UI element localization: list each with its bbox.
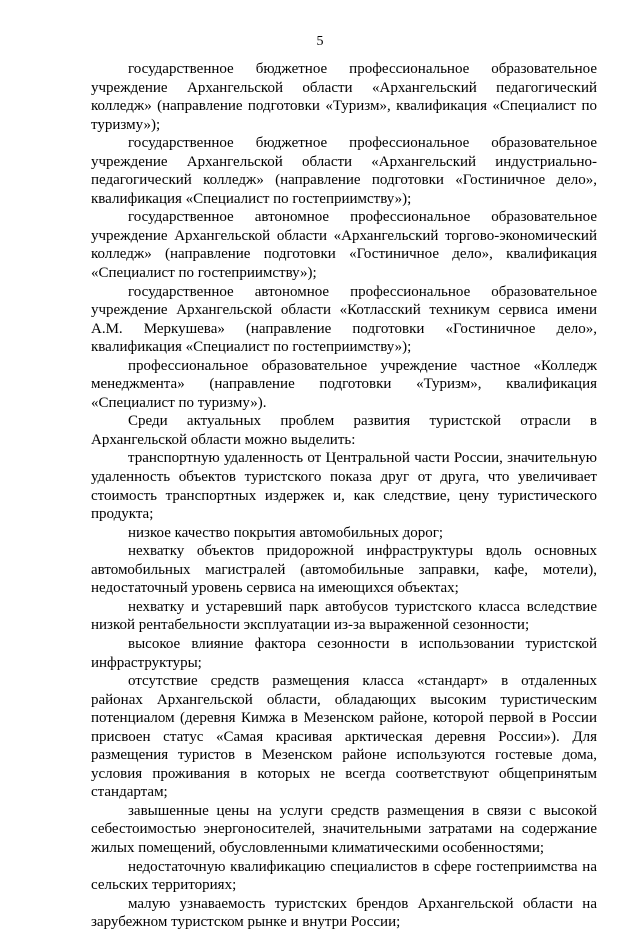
- paragraph-brand-awareness: малую узнаваемость туристских брендов Архангельской области на зарубежном туристском рынке и внутри России;: [91, 895, 597, 931]
- paragraph-kotlas-technical-school: государственное автономное профессиональное образовательное учреждение Архангельской области «Котласский техникум сервиса имени А.М. Меркушева» (направление подготовки «Гостиничное дело», квалификация «Специалист по гостеприимству»);: [91, 283, 597, 356]
- paragraph-road-quality: низкое качество покрытия автомобильных дорог;: [128, 524, 444, 541]
- paragraph-seasonality: высокое влияние фактора сезонности в использовании туристской инфраструктуры;: [91, 635, 597, 671]
- paragraph-roadside-infrastructure: нехватку объектов придорожной инфраструктуры вдоль основных автомобильных магистралей (автомобильные заправки, кафе, мотели), недостаточный уровень сервиса на имеющихся объектах;: [91, 543, 597, 597]
- paragraph-college-pedagogical: государственное бюджетное профессиональное образовательное учреждение Архангельской области «Архангельский педагогический колледж» (направление подготовки «Туризм», квалификация «Специалист по туризму»);: [91, 61, 597, 133]
- paragraph-problems-intro: Среди актуальных проблем развития туристской отрасли в Архангельской области можно выделить:: [91, 413, 597, 448]
- paragraph-high-prices: завышенные цены на услуги средств размещения в связи с высокой себестоимостью энергоносителей, значительными затратами на содержание жилых помещений, обусловленными климатическими особенностями;: [91, 802, 597, 856]
- document-body: [91, 60, 597, 932]
- paragraph-bus-fleet: нехватку и устаревший парк автобусов туристского класса вследствие низкой рентабельности эксплуатации из-за выраженной сезонности;: [91, 598, 597, 634]
- paragraph-college-trade-economic: государственное автономное профессиональное образовательное учреждение Архангельской области «Архангельский торгово-экономический колледж» (направление подготовки «Гостиничное дело», квалификация «Специалист по гостеприимству»);: [91, 209, 597, 282]
- paragraph-transport-remoteness: транспортную удаленность от Центральной части России, значительную удаленность объектов туристского показа друг от друга, что увеличивает стоимость транспортных издержек и, как следствие, цену туристического продукта;: [91, 450, 597, 523]
- paragraph-staff-qualification: недостаточную квалификацию специалистов в сфере гостеприимства на сельских территориях;: [91, 858, 597, 894]
- page-number: 5: [316, 34, 324, 49]
- paragraph-management-college: профессиональное образовательное учреждение частное «Колледж менеджмента» (направление подготовки «Туризм», квалификация «Специалист по туризму»).: [91, 357, 597, 411]
- paragraph-accommodation-shortage: отсутствие средств размещения класса «стандарт» в отдаленных районах Архангельской области, обладающих высоким туристическим потенциалом (деревня Кимжа в Мезенском районе, которой первой в России присвоен статус «Самая красивая арктическая деревня России»). Для размещения туристов в Мезенском районе используются гостевые дома, условия проживания в которых не всегда соответствуют общепринятым стандартам;: [91, 673, 597, 801]
- paragraph-college-industrial-pedagogical: государственное бюджетное профессиональное образовательное учреждение Архангельской области «Архангельский индустриально-педагогический колледж» (направление подготовки «Гостиничное дело», квалификация «Специалист по гостеприимству»);: [91, 135, 597, 207]
